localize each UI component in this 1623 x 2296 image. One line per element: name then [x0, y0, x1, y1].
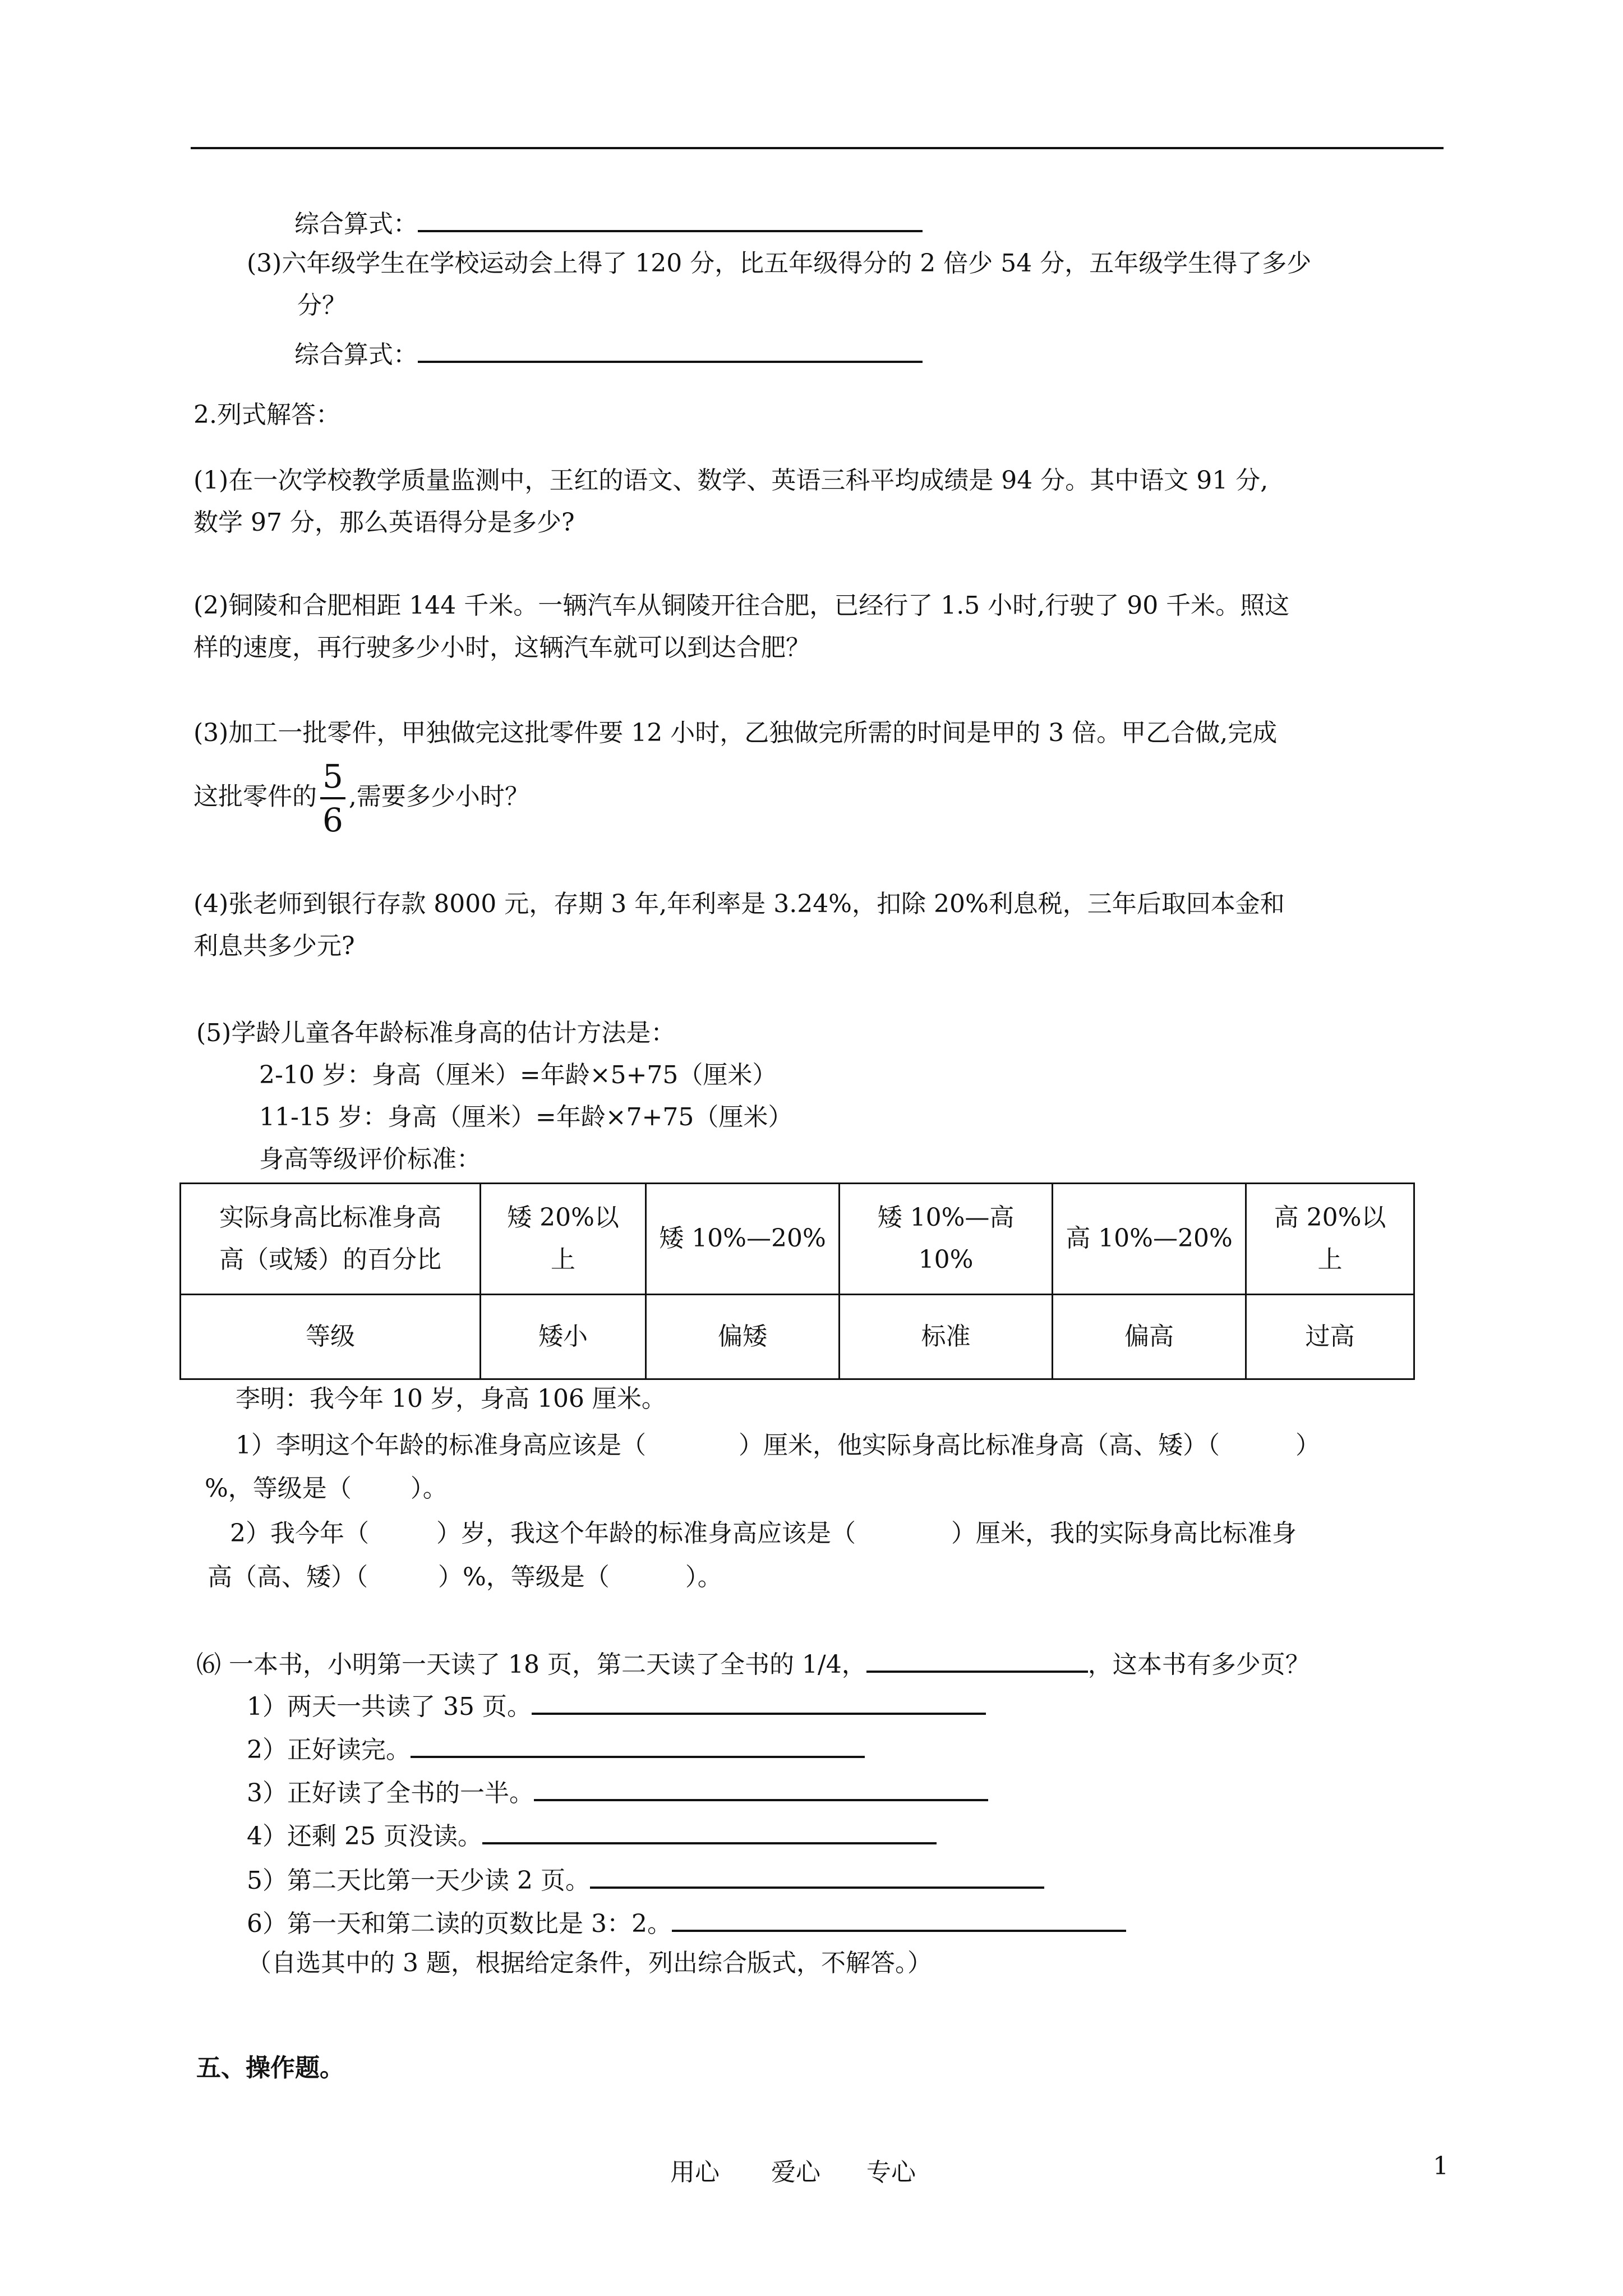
table-cell: 矮 10%—20% — [646, 1184, 840, 1295]
answer-blank[interactable] — [411, 1733, 865, 1758]
p5-question1-line2 — [205, 1476, 448, 1501]
option-text: 5）第二天比第一天少读 2 页。 — [247, 1866, 590, 1895]
question-text: 2）我今年（ — [230, 1519, 369, 1548]
option-text: 6）第一天和第二读的页数比是 3：2。 — [247, 1910, 672, 1938]
question-text: 高（高、矮）（ — [208, 1563, 368, 1591]
question-text: ）。 — [410, 1474, 448, 1503]
liming-statement: 李明：我今年 10 岁，身高 106 厘米。 — [236, 1384, 666, 1413]
question-text: ）厘米，我的实际身高比标准身 — [951, 1519, 1297, 1548]
question-text: ）%，等级是（ — [438, 1563, 610, 1591]
fraction-numerator: 5 — [322, 757, 343, 795]
question-text: ） — [1295, 1431, 1320, 1460]
header-rule — [191, 147, 1444, 149]
problem5-rule2: 11-15 岁：身高（厘米）=年龄×7+75（厘米） — [259, 1103, 793, 1131]
problem5-line1: (5)学龄儿童各年龄标准身高的估计方法是： — [196, 1019, 676, 1047]
problem3-text: 这批零件的 — [193, 782, 317, 811]
question-text: ）。 — [685, 1563, 722, 1591]
table-cell: 标准 — [840, 1295, 1053, 1379]
problem6-line1 — [196, 1648, 1310, 1677]
answer-blank[interactable] — [418, 208, 923, 232]
problem3-text: ,需要多少小时？ — [348, 782, 529, 811]
problem1-line2: 数学 97 分，那么英语得分是多少? — [193, 508, 575, 537]
problem4-line2: 利息共多少元? — [193, 932, 355, 960]
problem4-line1: (4)张老师到银行存款 8000 元，存期 3 年,年利率是 3.24%，扣除 20%利息税，三年后取回本金和 — [193, 890, 1285, 918]
table-cell: 等级 — [181, 1295, 481, 1379]
question-text: ）岁，我这个年龄的标准身高应该是（ — [436, 1519, 856, 1548]
problem6-option — [247, 1864, 1044, 1893]
page-number: 1 — [1433, 2152, 1449, 2180]
table-cell: 偏高 — [1053, 1295, 1246, 1379]
answer-blank[interactable] — [418, 338, 923, 363]
footer-motto-3: 专心 — [866, 2158, 916, 2187]
formula-line-b — [294, 338, 923, 367]
answer-blank[interactable] — [534, 1777, 988, 1801]
problem3-line1: (3)加工一批零件，甲独做完这批零件要 12 小时，乙独做完所需的时间是甲的 3 倍。甲乙合做,完成 — [193, 719, 1278, 747]
section5-heading: 五、操作题。 — [196, 2054, 344, 2082]
problem3-line2 — [193, 757, 529, 839]
question-text: ，这本书有多少页？ — [1087, 1650, 1310, 1679]
question-text: %，等级是（ — [205, 1474, 352, 1503]
table-cell: 矮小 — [481, 1295, 646, 1379]
question-text: 1）李明这个年龄的标准身高应该是（ — [236, 1431, 646, 1460]
problem6-note: （自选其中的 3 题，根据给定条件，列出综合版式，不解答。） — [247, 1949, 932, 1977]
table-row — [181, 1295, 1414, 1379]
formula-line-a — [294, 208, 923, 237]
table-cell: 过高 — [1246, 1295, 1414, 1379]
problem1-line1: (1)在一次学校教学质量监测中，王红的语文、数学、英语三科平均成绩是 94 分。其中语文 91 分, — [193, 466, 1269, 495]
table-cell: 高 10%—20% — [1053, 1184, 1246, 1295]
formula-label: 综合算式： — [294, 210, 418, 238]
footer-motto-2: 爱心 — [771, 2158, 820, 2187]
problem6-option — [247, 1820, 937, 1849]
table-cell: 实际身高比标准身高 高（或矮）的百分比 — [181, 1184, 481, 1295]
section2-heading: 2.列式解答： — [193, 401, 340, 429]
p5-question1-line1 — [236, 1433, 1320, 1458]
answer-blank[interactable] — [672, 1907, 1126, 1932]
answer-blank[interactable] — [532, 1690, 986, 1715]
answer-blank[interactable] — [590, 1864, 1044, 1889]
question-text: ⑹ 一本书，小明第一天读了 18 页，第二天读了全书的 1/4， — [196, 1650, 866, 1679]
problem6-option — [247, 1733, 865, 1763]
problem6-option — [247, 1777, 988, 1806]
table-cell: 矮 10%—高 10% — [840, 1184, 1053, 1295]
p5-question2-line1 — [230, 1521, 1297, 1546]
table-cell: 高 20%以 上 — [1246, 1184, 1414, 1295]
table-cell: 偏矮 — [646, 1295, 840, 1379]
p5-question2-line2 — [208, 1565, 722, 1590]
option-text: 3）正好读了全书的一半。 — [247, 1779, 534, 1807]
problem2-line2: 样的速度，再行驶多少小时，这辆汽车就可以到达合肥？ — [193, 633, 810, 662]
answer-blank[interactable] — [482, 1820, 937, 1844]
option-text: 1）两天一共读了 35 页。 — [247, 1692, 532, 1721]
fraction — [320, 757, 345, 839]
formula-label: 综合算式： — [294, 341, 418, 369]
q1-3-line1: (3)六年级学生在学校运动会上得了 120 分，比五年级得分的 2 倍少 54 分，五年级学生得了多少 — [247, 249, 1312, 278]
table-cell: 矮 20%以 上 — [481, 1184, 646, 1295]
footer-motto-1: 用心 — [670, 2158, 720, 2187]
option-text: 4）还剩 25 页没读。 — [247, 1822, 482, 1851]
problem2-line1: (2)铜陵和合肥相距 144 千米。一辆汽车从铜陵开往合肥，已经行了 1.5 小时,行驶了 90 千米。照这 — [193, 591, 1290, 620]
answer-blank[interactable] — [866, 1648, 1088, 1673]
q1-3-line2: 分？ — [297, 291, 347, 320]
option-text: 2）正好读完。 — [247, 1736, 411, 1764]
table-title: 身高等级评价标准： — [259, 1145, 481, 1174]
problem6-option — [247, 1907, 1126, 1936]
problem5-rule1: 2-10 岁：身高（厘米）=年龄×5+75（厘米） — [259, 1061, 777, 1089]
question-text: ）厘米，他实际身高比标准身高（高、矮）（ — [739, 1431, 1220, 1460]
fraction-denominator: 6 — [322, 801, 343, 839]
problem6-option — [247, 1690, 986, 1719]
table-header-row — [181, 1184, 1414, 1295]
height-grade-table — [179, 1182, 1415, 1380]
